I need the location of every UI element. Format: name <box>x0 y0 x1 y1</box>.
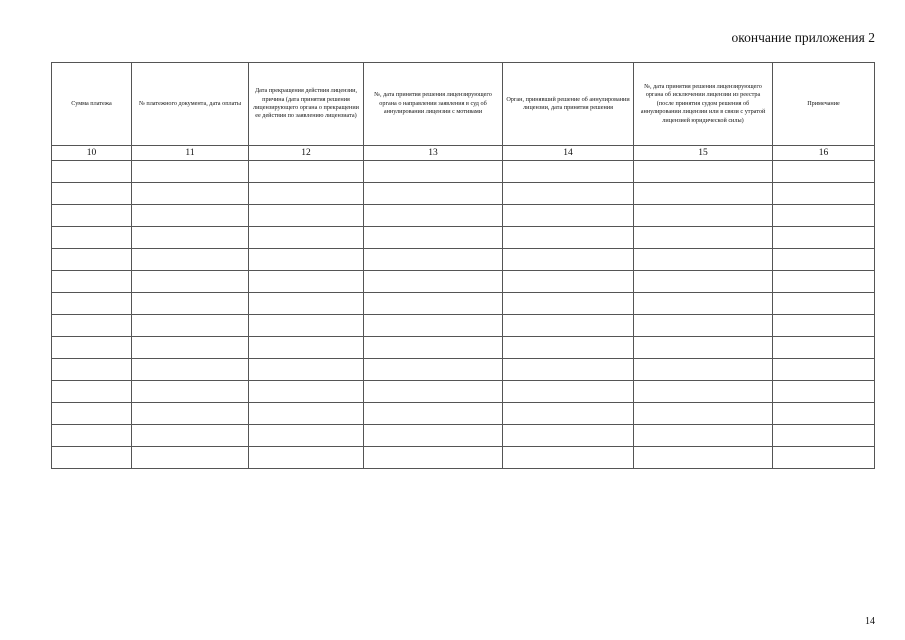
table-row <box>52 161 875 183</box>
table-cell[interactable] <box>773 205 875 227</box>
table-cell[interactable] <box>503 359 634 381</box>
table-cell[interactable] <box>773 359 875 381</box>
column-number: 10 <box>52 146 132 161</box>
table-cell[interactable] <box>364 249 503 271</box>
table-cell[interactable] <box>503 293 634 315</box>
table-cell[interactable] <box>52 381 132 403</box>
table-cell[interactable] <box>634 315 773 337</box>
header-annulment-authority: Орган, принявший решение об аннулировании лицензии, дата принятия решения <box>503 63 634 146</box>
table-cell[interactable] <box>773 271 875 293</box>
table-cell[interactable] <box>503 447 634 469</box>
column-number: 11 <box>132 146 249 161</box>
table-row <box>52 359 875 381</box>
table-row <box>52 425 875 447</box>
table-cell[interactable] <box>249 161 364 183</box>
table-cell[interactable] <box>52 447 132 469</box>
table-cell[interactable] <box>634 183 773 205</box>
table-cell[interactable] <box>132 293 249 315</box>
table-cell[interactable] <box>503 271 634 293</box>
table-cell[interactable] <box>52 161 132 183</box>
table-cell[interactable] <box>634 381 773 403</box>
table-cell[interactable] <box>249 381 364 403</box>
table-cell[interactable] <box>132 337 249 359</box>
table-cell[interactable] <box>773 249 875 271</box>
table-cell[interactable] <box>249 337 364 359</box>
table-cell[interactable] <box>634 337 773 359</box>
table-cell[interactable] <box>773 403 875 425</box>
table-cell[interactable] <box>249 403 364 425</box>
table-cell[interactable] <box>364 359 503 381</box>
table-row <box>52 227 875 249</box>
table-cell[interactable] <box>503 183 634 205</box>
column-number: 16 <box>773 146 875 161</box>
column-number: 14 <box>503 146 634 161</box>
table-cell[interactable] <box>132 381 249 403</box>
table-cell[interactable] <box>249 447 364 469</box>
table-cell[interactable] <box>132 249 249 271</box>
table-cell[interactable] <box>132 161 249 183</box>
table-cell[interactable] <box>364 205 503 227</box>
table-cell[interactable] <box>52 227 132 249</box>
table-cell[interactable] <box>634 447 773 469</box>
table-cell[interactable] <box>249 425 364 447</box>
table-cell[interactable] <box>634 205 773 227</box>
header-note: Примечание <box>773 63 875 146</box>
table-cell[interactable] <box>364 293 503 315</box>
header-payment-document: № платежного документа, дата оплаты <box>132 63 249 146</box>
column-number: 15 <box>634 146 773 161</box>
table-cell[interactable] <box>634 249 773 271</box>
table-cell[interactable] <box>634 271 773 293</box>
table-cell[interactable] <box>634 293 773 315</box>
table-cell[interactable] <box>132 315 249 337</box>
table-cell[interactable] <box>52 315 132 337</box>
table-cell[interactable] <box>364 381 503 403</box>
header-registry-exclusion: №, дата принятия решения лицензирующего органа об исключении лицензии из реестра (после принятия судом решения об аннулировании лицензии или в связи с утратой лицензией юридической силы) <box>634 63 773 146</box>
table-cell[interactable] <box>249 293 364 315</box>
table-cell[interactable] <box>132 205 249 227</box>
table-cell[interactable] <box>364 425 503 447</box>
table-row <box>52 249 875 271</box>
table-row <box>52 183 875 205</box>
table-cell[interactable] <box>52 337 132 359</box>
table-row <box>52 293 875 315</box>
table-cell[interactable] <box>364 227 503 249</box>
table-cell[interactable] <box>249 227 364 249</box>
table-cell[interactable] <box>52 271 132 293</box>
table-cell[interactable] <box>132 447 249 469</box>
table-row <box>52 447 875 469</box>
table-cell[interactable] <box>249 359 364 381</box>
license-register-table <box>51 62 875 469</box>
table-cell[interactable] <box>773 227 875 249</box>
table-cell[interactable] <box>634 403 773 425</box>
header-row <box>52 63 875 146</box>
table-cell[interactable] <box>503 315 634 337</box>
column-number-row <box>52 146 875 161</box>
table-cell[interactable] <box>503 161 634 183</box>
table-cell[interactable] <box>364 315 503 337</box>
table-cell[interactable] <box>634 161 773 183</box>
table-cell[interactable] <box>773 183 875 205</box>
table-cell[interactable] <box>503 337 634 359</box>
appendix-caption: окончание приложения 2 <box>731 30 875 45</box>
table-cell[interactable] <box>52 249 132 271</box>
header-termination-date: Дата прекращения действия лицензии, причина (дата принятия решения лицензирующего органа о прекращении ее действия по заявлению лицензиата) <box>249 63 364 146</box>
table-cell[interactable] <box>634 425 773 447</box>
header-payment-amount: Сумма платежа <box>52 63 132 146</box>
table-cell[interactable] <box>634 227 773 249</box>
table-cell[interactable] <box>52 425 132 447</box>
table-row <box>52 315 875 337</box>
table-cell[interactable] <box>364 447 503 469</box>
header-court-application: №, дата принятия решения лицензирующего органа о направлении заявления в суд об аннулировании лицензии с мотивами <box>364 63 503 146</box>
table-cell[interactable] <box>503 381 634 403</box>
table-cell[interactable] <box>249 271 364 293</box>
table-cell[interactable] <box>364 183 503 205</box>
table-cell[interactable] <box>52 183 132 205</box>
table-cell[interactable] <box>364 403 503 425</box>
table-cell[interactable] <box>52 359 132 381</box>
table-cell[interactable] <box>132 271 249 293</box>
table-cell[interactable] <box>52 205 132 227</box>
table-cell[interactable] <box>773 161 875 183</box>
table-cell[interactable] <box>249 249 364 271</box>
table-cell[interactable] <box>132 227 249 249</box>
table-cell[interactable] <box>52 403 132 425</box>
table-cell[interactable] <box>132 403 249 425</box>
table-row <box>52 205 875 227</box>
table-cell[interactable] <box>503 205 634 227</box>
table-cell[interactable] <box>773 381 875 403</box>
table-cell[interactable] <box>773 337 875 359</box>
table-cell[interactable] <box>364 271 503 293</box>
table-cell[interactable] <box>249 205 364 227</box>
table-cell[interactable] <box>503 403 634 425</box>
table-cell[interactable] <box>503 249 634 271</box>
column-number: 12 <box>249 146 364 161</box>
column-number: 13 <box>364 146 503 161</box>
table-cell[interactable] <box>503 425 634 447</box>
table-cell[interactable] <box>249 315 364 337</box>
table-cell[interactable] <box>773 425 875 447</box>
table-cell[interactable] <box>132 425 249 447</box>
table-cell[interactable] <box>634 359 773 381</box>
table-row <box>52 381 875 403</box>
table-cell[interactable] <box>249 183 364 205</box>
table-cell[interactable] <box>132 183 249 205</box>
table-cell[interactable] <box>773 447 875 469</box>
table-row <box>52 271 875 293</box>
table-row <box>52 403 875 425</box>
table-row <box>52 337 875 359</box>
table-cell[interactable] <box>773 293 875 315</box>
table-cell[interactable] <box>503 227 634 249</box>
table-cell[interactable] <box>52 293 132 315</box>
table-cell[interactable] <box>364 161 503 183</box>
table-cell[interactable] <box>132 359 249 381</box>
table-cell[interactable] <box>773 315 875 337</box>
table-cell[interactable] <box>364 337 503 359</box>
page-number: 14 <box>865 616 875 627</box>
